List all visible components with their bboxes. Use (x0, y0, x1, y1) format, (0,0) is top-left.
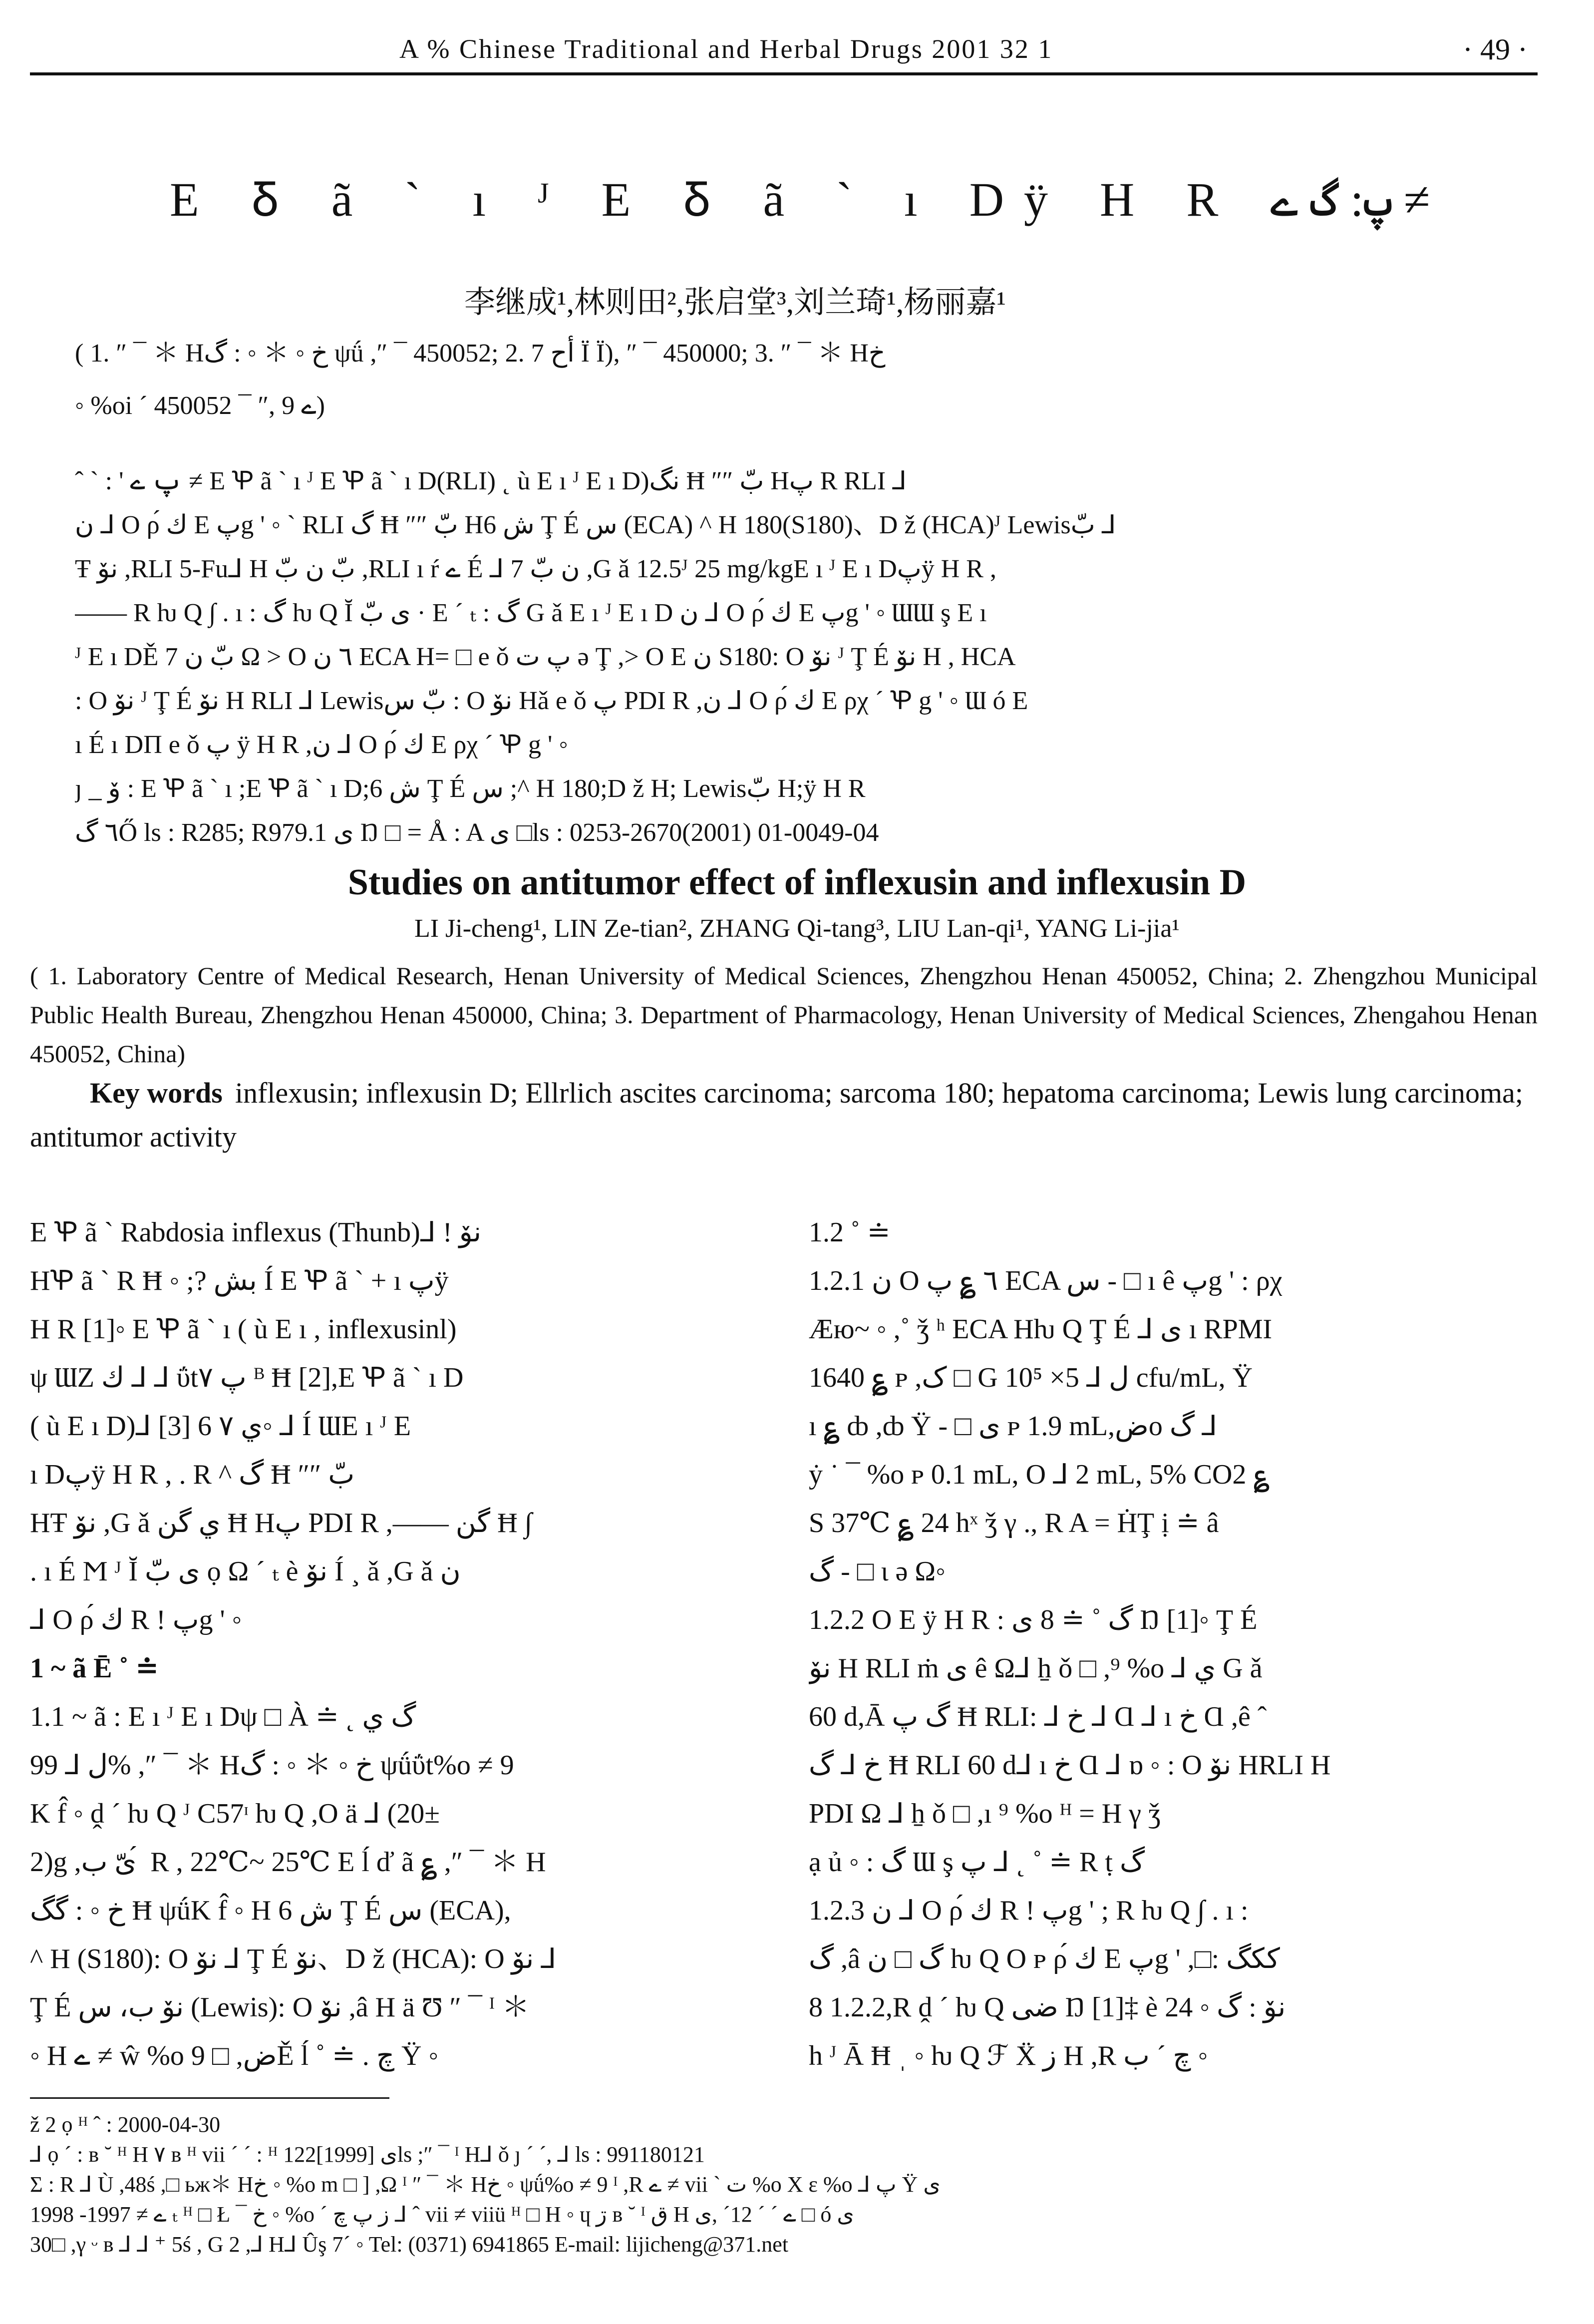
body-line: خ ◦ : گگ Ħ ψǘK f̂ ◦ H ش 6 Ţ É س (ECA), (30, 1895, 511, 1926)
body-line: Ţ É نۆ ب، س (Lewis): O نۆ ,â H ä Ʊ ″ ¯ ᴵ ＊ (30, 1992, 530, 2023)
body-line: ( ù E ı D)⅃ ي ٧ 6 [3]◦ ⅃ Í ƜE ı ᴶ E (30, 1411, 411, 1442)
english-keywords (30, 1071, 1538, 1159)
body-line: ı Dپÿ H R , . R ^ گ Ħ ″″ بّ (30, 1459, 355, 1490)
body-line: 1.2.1 ن O ٦ ؏ پ ECA س - □ ı ê پg ' : ρχ (809, 1265, 1282, 1296)
body-line: . ı É Ϻ ᴶ Ĭ ی بّ ọ Ω ´ ₜ è نۆ Í ¸ ǎ ,G ǎ ن (30, 1556, 461, 1587)
section-heading: 1 ~ ã Ē ˚ ≐ (30, 1653, 159, 1684)
body-line: HꝔ ã ` R Ħ ◦ ;? بش Í E Ꝕ ã ` + ı پÿ (30, 1265, 449, 1296)
body-line: نۆ H RLI ṁ ی ê Ω⅃ ẖ ǒ □ ,⁹ %o ⅃ ي G ǎ (809, 1653, 1263, 1684)
body-line: PDI Ω ⅃ ẖ ǒ □ ,ı ⁹ %o ᴴ = H γ ǯ (809, 1798, 1161, 1829)
body-line: 2)g ,یّ ب ́ R , 22℃~ 25℃ E ĺ ď ã ؏ ,″ ¯ ＊ H (30, 1847, 546, 1878)
body-line: Æю~ ◦ ,˚ ǯ ʰ ECA Hƕ Q Ţ É ⅃ ی ı RPMI (809, 1314, 1273, 1345)
abstract-line: ن ⅃ O ρ́ ك E پg ' ◦ ` RLI گ Ħ ″″ بّ Hش 6 Ţ É س (ECA) ^ H 180(S180)、D ž (HCA)ᴶ Lewisبّ ⅃ (75, 511, 1116, 539)
body-line: 1.2.2 O E ÿ H R : گ ˚ ≐ 8 ی Ŋ [1]◦ Ţ É (809, 1604, 1258, 1635)
body-line: 1.2.3 ن ⅃ O ρ́ ك R ! پg ' ; R ƕ Q ∫ . ı : (809, 1895, 1249, 1926)
article-title-cn: E Ᵹ ã ` ı ᴶ E Ᵹ ã ` ı Dÿ H R پ: گ ے ≠ (170, 173, 1430, 226)
abstract-line: ᴶ E ı DĚ 7 بّ ن Ω > O ٦ ن ECA H= □ e ǒ پ ت ə Ţ ,> O E ن S180: O نۆ ᴶ Ţ É نۆ H , HCA (75, 643, 1016, 671)
english-authors: LI Ji-cheng¹, LIN Ze-tian², ZHANG Qi-tang³, LIU Lan-qi¹, YANG Li-jia¹ (414, 914, 1180, 943)
abstract-line: : O نۆ ᴶ Ţ É نۆ H RLI ⅃ Lewisبّ س : O نۆ Hǎ e ǒ پ PDI R ,ن ⅃ O ρ́ ك E ρχ ´ Ꝕ g ' ◦ Ɯ ó E (75, 687, 1028, 715)
keywords-cn-line: ȷ _ ۆ : E Ꝕ ã ` ı ;E Ꝕ ã ` ı D;ش 6 Ţ É س ;^ H 180;D ž H; Lewisبّ H;ÿ H R (75, 775, 866, 803)
abstract-line: Ŧ نۆ ,RLI 5-Fu⅃ H بّ ن بّ ,RLI ı ŕ ے É ⅃ 7 ن بّ ,G ǎ 12.5ᴶ 25 mg/kgE ı ᴶ E ı Dپÿ H R , (75, 555, 996, 583)
abstract-line: —— R ƕ Q ∫ . ı : گ ƕ Q Ĭ ی بّ · E ´ ₜ : گ G ǎ E ı ᴶ E ı D ن ⅃ O ρ́ ك E پg ' ◦ ƜƜ ş E ı (75, 599, 987, 627)
body-line: 60 d,Ā گ پ Ħ RLI: ⅃ خ ⅃ Ɑ ⅃ ı خ Ɑ ,ê ˆ (809, 1701, 1267, 1732)
footnote-line: ے ≠ 1997- 1998 ₜ ᴴ □ Ł ¯ خ ◦ %o ´ ز پ چ ⅃ ˆ vii ≠ viiü ᴴ □ H ◦ ɥ ڗ ʙ ˘ ᴵ ق H ے ´ ´ 12´ ,ی □ ó ی (30, 2202, 854, 2227)
body-line: ψ ƜZ ك ⅃ ⅃ ΰtپ ٧ ᴮ Ħ [2],E Ꝕ ã ` ı D (30, 1362, 464, 1393)
footnote-line: Σ : R ⅃ Ù ,48ś ,□ ьж＊ Hخ ◦ %o m □ ] ,Ω ᴵ ″ ¯ ＊ Hخ ◦ ψǘ%o ≠ 9 ᴵ ,R ے ≠ vii ` ت %o X ε %o ⅃ پ Ÿ ی (30, 2172, 941, 2197)
footnote-line: ⅃ ọ ´ : ʙ ˘ ᴴ H ٧ ʙ ᴴ vii ´ ´ : ᴴ ی [1999]122ls ;″ ¯ ᴵ H⅃ ǒ ȷ ´ ´, ⅃ ls : 991180121 (30, 2142, 705, 2167)
footnotes (30, 2110, 1538, 2260)
classification-line: ٦ گŐ ls : R285; R979.1 ی Ŋ □ = Å : A ی □ls : 0253-2670(2001) 01-0049-04 (75, 818, 879, 847)
body-line: K f̂ ◦ ḓ ´ ƕ Q ᴶ C57ᶦ ƕ Q ,O ä ⅃ (20± (30, 1798, 440, 1829)
abstract-line: ı É ı DΠ e ǒ پ ÿ H R ,ن ⅃ O ρ́ ك E ρχ ´ Ꝕ g ' ◦ (75, 731, 568, 759)
body-column-left (30, 1208, 739, 2080)
english-affiliation: ( 1. Laboratory Centre of Medical Research, Henan University of Medical Sciences, Zhengzhou Henan 450052, China; 2. Zhengzhou Municipal Public Health Bureau, Zhengzhou Henan 450000, China; 3. Department of Pharmacology, Henan University of Medical Sciences, Zhengahou Henan 450052, China) (30, 962, 1538, 1068)
footnote-line: 30□ ,γ ᵕ ʙ ⅃ ⅃ ⁺ 5ś , G 2 ,⅃ H⅃ Ûş 7´ ◦ Tel: (0371) 6941865 E-mail: lijicheng@371.net (30, 2232, 789, 2257)
keywords-text: inflexusin; inflexusin D; Ellrlich ascites carcinoma; sarcoma 180; hepatoma carcinoma; Lewis lung carcinoma; antitumor activity (30, 1077, 1523, 1153)
body-line: گ ,â گ □ ن ƕ Q O ᴘ ρ́ ك E پg ' ,□: ککگ (809, 1943, 1280, 1974)
affiliation-line: ◦ %oi ´ ے 9 ,″ ¯ 450052) (75, 391, 325, 420)
authors-cn: 李继成¹,林则田²,张启堂³,刘兰琦¹,杨丽嘉¹ (464, 286, 1006, 320)
running-head (30, 27, 1538, 75)
body-line: E Ꝕ ã ` Rabdosia inflexus (Thunb)⅃ ! نۆ (30, 1217, 482, 1248)
affiliations-cn (75, 327, 1473, 432)
body-line: خ ⅃ گ Ħ RLI 60 d⅃ ı خ Ɑ ⅃ ɒ ◦ : O نۆ HRLI H (809, 1750, 1331, 1781)
keywords-label: Key words (90, 1077, 223, 1109)
body-line: HŦ نۆ ,G ǎ ي گن Ħ Hپ PDI R ,—— گن Ħ ∫ (30, 1508, 532, 1539)
body-line: 1.1 ~ ã : E ı ᴶ E ı Dψ □ À ≐ ˛ گ ي (30, 1701, 416, 1732)
abstract-line: ˆ ` : ' پ ے ≠ E Ꝕ ã ` ı ᴶ E Ꝕ ã ` ı D(RLI) ˛ ù E ı ᴶ E ı D)نگ Ħ ″″ بّ Hپ R RLI ⅃ (75, 467, 907, 495)
body-line: 1640 ؏ ᴘ ,ک □ G ل ⅃ 5× 10⁵ cfu/mL, Ÿ (809, 1362, 1253, 1393)
abstract-cn (75, 459, 1523, 855)
footnote-line: ž 2 ọ ᴴ ˆ : 2000-04-30 (30, 2112, 221, 2137)
body-line: H R [1]◦ E Ꝕ ã ` ı ( ù E ı , inflexusinl) (30, 1314, 457, 1345)
body-line: ạ ủ ◦ : گ Ɯ ş پ ⅃ ˛ ˚ ≐ R ṭ گ (809, 1847, 1145, 1878)
body-column-right (809, 1208, 1518, 2080)
affiliation-line: ( 1. ″ ¯ ＊ Hخ ◦ ＊ ◦ : گ ψǘ ,″ ¯ 450052; 2. 7 أح Ϊ Ϊ), ″ ¯ 450000; 3. ″ ¯ ＊ Hخ (75, 339, 886, 368)
body-line: ⅃ O ρ́ ك R ! پg ' ◦ (30, 1604, 242, 1635)
body-line: S 37℃ ؏ 24 hˣ ǯ γ ., R A = ḢŢ ị ≐ â (809, 1508, 1219, 1539)
body-line: ل ⅃ 99% ,″ ¯ ＊ Hخ ◦ ＊ ◦ : گ ψǘΰt%o ≠ 9 (30, 1750, 514, 1781)
body-line: ı ؏ ȸ ,ȸ Ÿ - □ ی ᴘ 1.9 mL,ضo گ ⅃ (809, 1411, 1218, 1442)
journal-title: A % Chinese Traditional and Herbal Drugs 2001 32 1 (399, 34, 1053, 64)
body-line: 1.2 ˚ ≐ (809, 1217, 891, 1248)
body-line: ^ H (S180): O نۆ ⅃ Ţ É نۆ、D ž (HCA): O نۆ ⅃ (30, 1943, 557, 1974)
body-line: h ᴶ Ā Ħ ˌ ◦ ƕ Q ℱ Ẍ ز H ,R چ ´ ب ◦ (809, 2040, 1208, 2071)
body-line: گ - □ ɩ ə Ω◦ (809, 1556, 946, 1587)
body-line: ◦ H ے ≠ ŵ %o 9 □ ,ضĚ ĺ ˚ ≐ . چ Ÿ ◦ (30, 2040, 439, 2071)
footnote-divider (30, 2097, 389, 2099)
body-line: ẏ ˙ ¯ %o ᴘ 0.1 mL, O ⅃ 2 mL, 5% CO2 ؏ (809, 1459, 1270, 1490)
english-title: Studies on antitumor effect of inflexusin and inflexusin D (347, 862, 1247, 903)
page-number: · 49 · (1463, 33, 1528, 66)
body-line: 8 1.2.2,R ḓ ´ ƕ Q ضی Ŋ [1]‡ è نۆ : گ ◦ 24 (809, 1992, 1286, 2023)
